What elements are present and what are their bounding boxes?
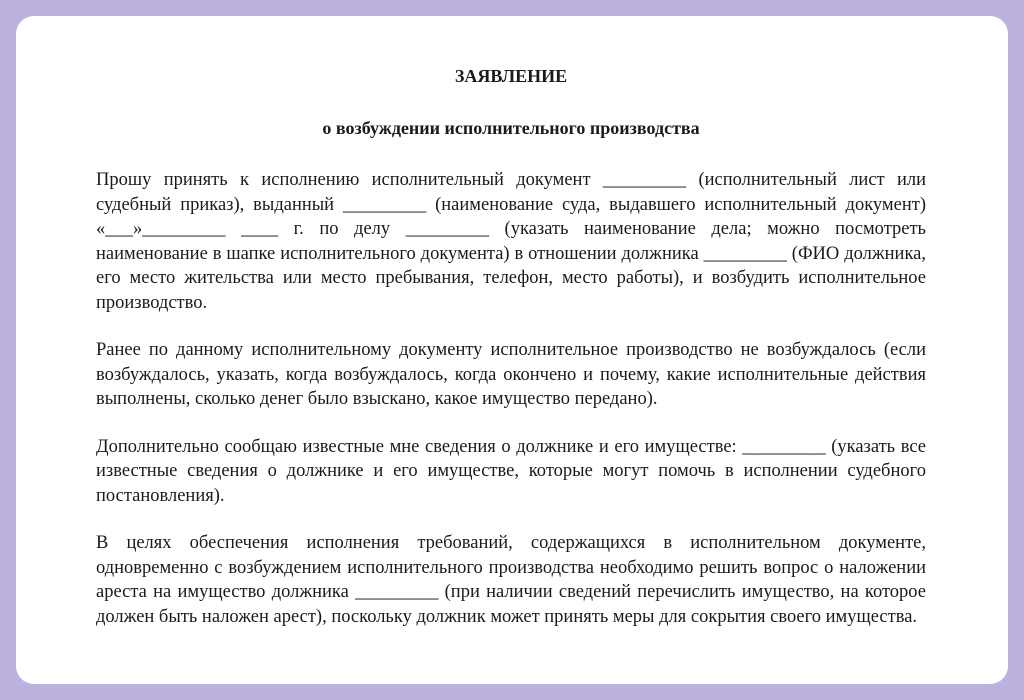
paragraph-request: Прошу принять к исполнению исполнительный документ _________ (исполнительный лист или судебный приказ), выданный _________ (наименование суда, выдавшего исполнительный документ) «___»_________ ____ г. по делу _________ (указать наименование дела; можно посмотреть наименование в шапке исполнительного документа) в отношении должника _________ (ФИО должника, его место жительства или место пребывания, телефон, место работы), и возбудить исполнительное производство.	[96, 170, 926, 313]
paragraph-debtor-info: Дополнительно сообщаю известные мне сведения о должнике и его имуществе: _________ (указать все известные сведения о должнике и его имуществе, которые могут помочь в исполнении судебного постановления).	[96, 436, 926, 506]
document-body	[96, 64, 926, 629]
document-title: ЗАЯВЛЕНИЕ	[454, 66, 568, 86]
document-frame	[16, 16, 1008, 684]
paragraph-property-arrest: В целях обеспечения исполнения требований, содержащихся в исполнительном документе, одновременно с возбуждением исполнительного производства необходимо решить вопрос о наложении ареста на имущество должника _________ (при наличии сведений перечислить имущество, на которое должен быть наложен арест), поскольку должник может принять меры для сокрытия своего имущества.	[96, 533, 926, 627]
document-subtitle: о возбуждении исполнительного производства	[322, 118, 700, 138]
paragraph-previous-proceedings: Ранее по данному исполнительному документу исполнительное производство не возбуждалось (если возбуждалось, указать, когда возбуждалось, когда окончено и почему, какие исполнительные действия выполнены, сколько денег было взыскано, какое имущество передано).	[96, 340, 926, 409]
